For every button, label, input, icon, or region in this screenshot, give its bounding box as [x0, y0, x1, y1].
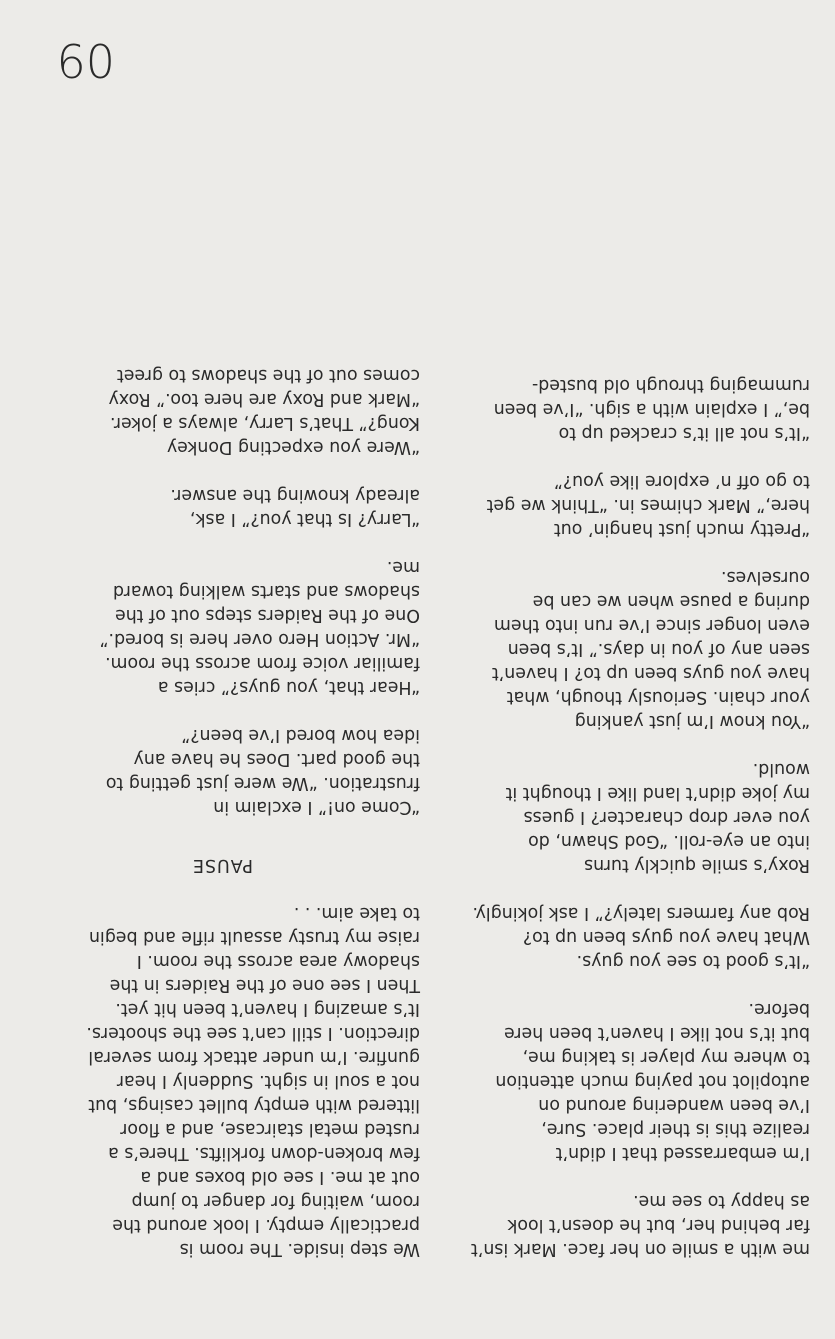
paragraph: me with a smile on her face. Mark isn’t far behind her, but he doesn’t look as happy to see me.: [470, 1191, 810, 1259]
paragraph: I’m embarrassed that I didn’t realize this is their place. Sure, I’ve been wandering around on autopilot not paying much attention to where my player is taking me, but it’s not like I haven’t been here before.: [495, 999, 810, 1163]
paragraph: “Come on!” I exclaim in frustration. “We were just getting to the good part. Does he have any idea how bored I’ve been?”: [105, 725, 420, 817]
paragraph: Roxy’s smile quickly turns into an eye-roll. “God Shawn, do you ever drop character? I guess my joke didn’t land like I thought it would.: [505, 759, 810, 875]
right-column: [440, 349, 810, 1261]
paragraph: “Pretty much just hangin’ out here,” Mark chimes in. “Think we get to go off n’ explore like you?”: [486, 471, 810, 539]
paragraph: “Hear that, you guys?” cries a familiar voice from across the room. “Mr. Action Hero over here is bored.” One of the Raiders steps out of the shadows and starts walking toward me.: [99, 557, 420, 697]
paragraph: “You know I’m just yanking your chain. Seriously though, what have you guys been up to? I haven’t seen any of you in days.” It’s been even longer since I’ve run into them during a pause when we can be ourselves.: [491, 567, 810, 731]
page-number: 60: [56, 35, 115, 89]
paragraph: “It’s not all it’s cracked up to be,” I explain with a sigh. “I’ve been rummaging through old busted-: [493, 375, 810, 443]
paragraph: “It’s good to see you guys. What have you guys been up to? Rob any farmers lately?” I ask jokingly.: [472, 903, 810, 971]
paragraph: We step inside. The room is practically empty. I look around the room, waiting for danger to jump out at me. I see old boxes and a few broken-down forklifts. There’s a rusted metal staircase, and a floor littered with empty bullet casings, but not a soul in sight. Suddenly I hear gunfire. I’m under attack from several direction. I still can’t see the shooters. It’s amazing I haven’t been hit yet. Then I see one of the Raiders in the shadowy area across the room. I raise my trusty assault rifle and begin to take aim. . .: [86, 903, 420, 1259]
paragraph: “Larry? Is that you?” I ask, already knowing the answer.: [170, 485, 420, 529]
left-column: [25, 339, 420, 1261]
paragraph: “Were you expecting Donkey Kong?” That’s Larry, always a joker. “Mark and Roxy are here too.” Roxy comes out of the shadows to greet: [108, 365, 420, 457]
pause-heading: PAUSE: [191, 855, 254, 875]
